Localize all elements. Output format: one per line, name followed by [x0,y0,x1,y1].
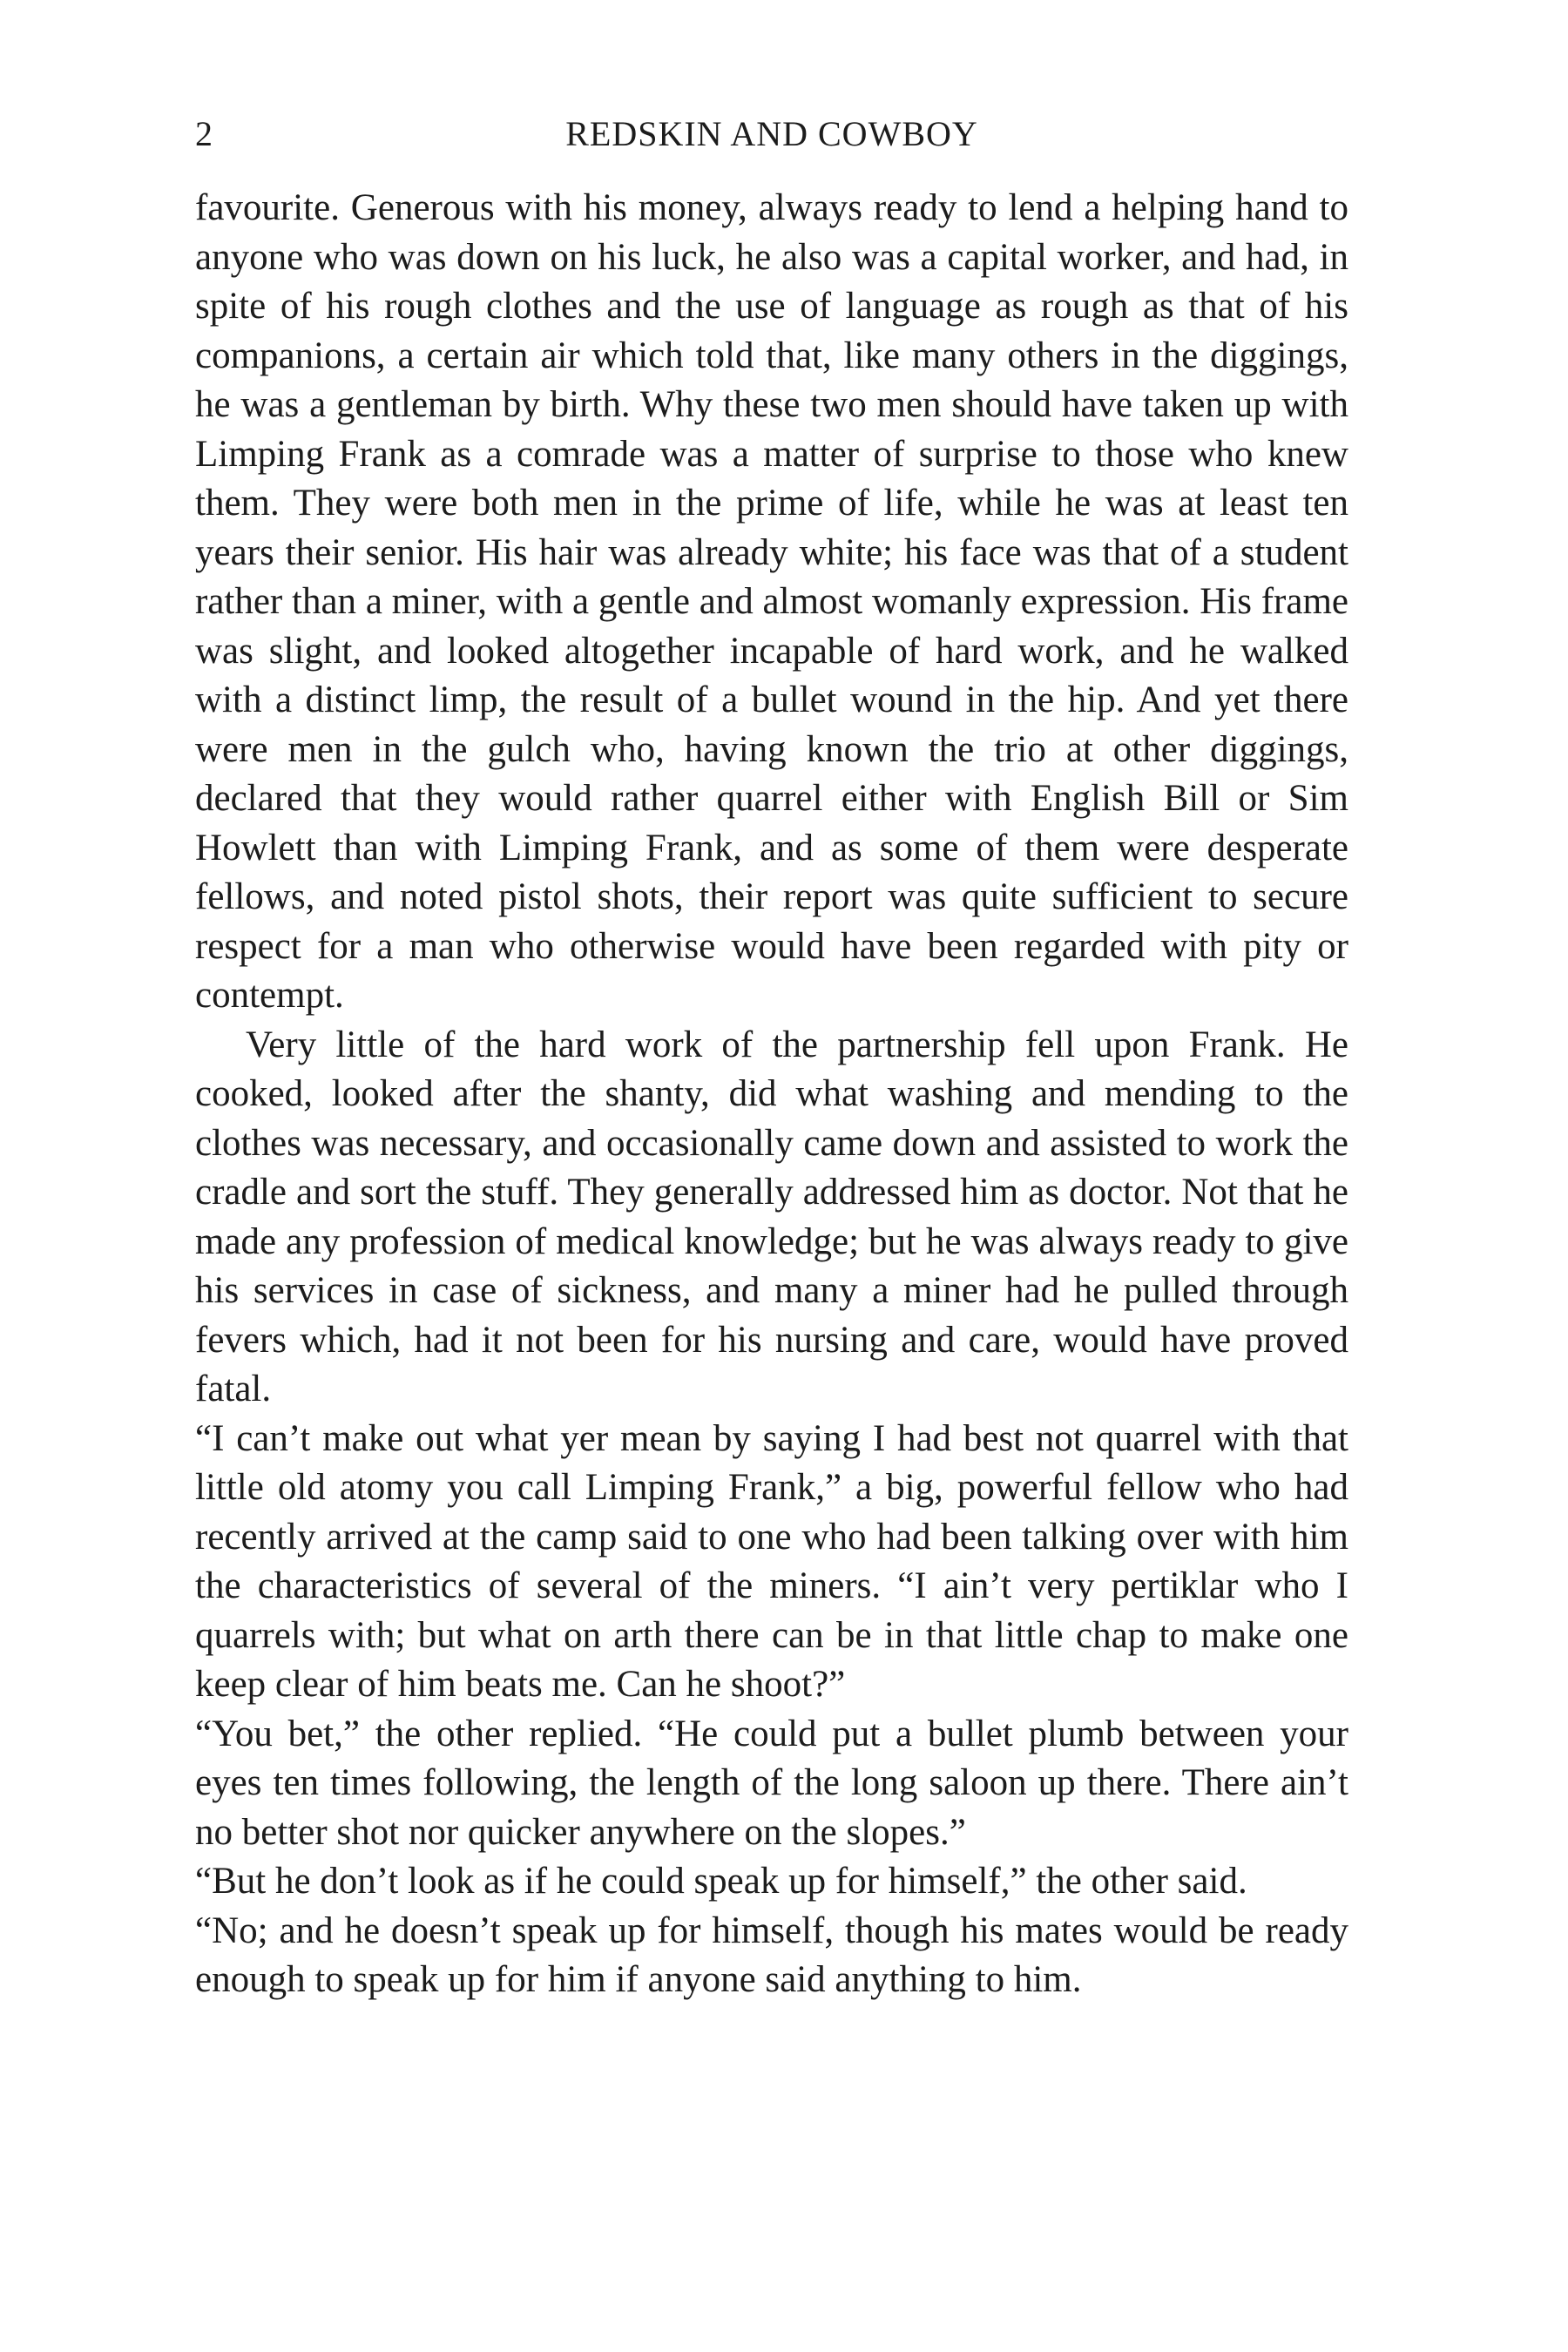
page-number: 2 [195,114,213,153]
running-title: REDSKIN AND COWBOY [565,114,978,153]
paragraph-dialogue-speak-up: “But he don’t look as if he could speak up for himself,” the other said. [195,1861,1247,1902]
paragraph-dialogue-no: “No; and he doesn’t speak up for himself, though his mates would be ready enough to speak up for him if anyone said anything to him. [195,1909,1348,2000]
paragraph-dialogue-you-bet: “You bet,” the other replied. “He could put a bullet plumb between your eyes ten times following, the length of the long saloon up there. There ain’t no better shot nor quicker anywhere on the slopes.” [195,1713,1348,1853]
paragraph-continuation: favourite. Generous with his money, always ready to lend a helping hand to anyone who was down on his luck, he also was a capital worker, and had, in spite of his rough clothes and the use of language as rough as that of his companions, a certain air which told that, like many others in the diggings, he was a gentleman by birth. Why these two men should have taken up with Limping Frank as a comrade was a matter of surprise to those who knew them. They were both men in the prime of life, while he was at least ten years their senior. His hair was already white; his face was that of a student rather than a miner, with a gentle and almost womanly expression. His frame was slight, and looked altogether incapable of hard work, and he walked with a distinct limp, the result of a bullet wound in the hip. And yet there were men in the gulch who, having known the trio at other diggings, declared that they would rather quarrel either with English Bill or Sim Howlett than with Limping Frank, and as some of them were desperate fellows, and noted pistol shots, their report was quite sufficient to secure respect for a man who otherwise would have been regarded with pity or contempt. [195,187,1348,1016]
paragraph-dialogue-quarrel: “I can’t make out what yer mean by saying I had best not quarrel with that little old atomy you call Limping Frank,” a big, powerful fellow who had recently arrived at the camp said to one who had been talking over with him the characteristics of several of the miners. “I ain’t very pertiklar who I quarrels with; but what on arth there can be in that little chap to make one keep clear of him beats me. Can he shoot?” [195,1417,1348,1705]
body-text [195,184,1348,2005]
running-head [195,108,1348,160]
paragraph-partnership: Very little of the hard work of the partnership fell upon Frank. He cooked, looked after the shanty, did what washing and mending to the clothes was necessary, and occasionally came down and assisted to work the cradle and sort the stuff. They generally addressed him as doctor. Not that he made any profession of medical knowledge; but he was always ready to give his services in case of sickness, and many a miner had he pulled through fevers which, had it not been for his nursing and care, would have proved fatal. [195,1024,1348,1409]
